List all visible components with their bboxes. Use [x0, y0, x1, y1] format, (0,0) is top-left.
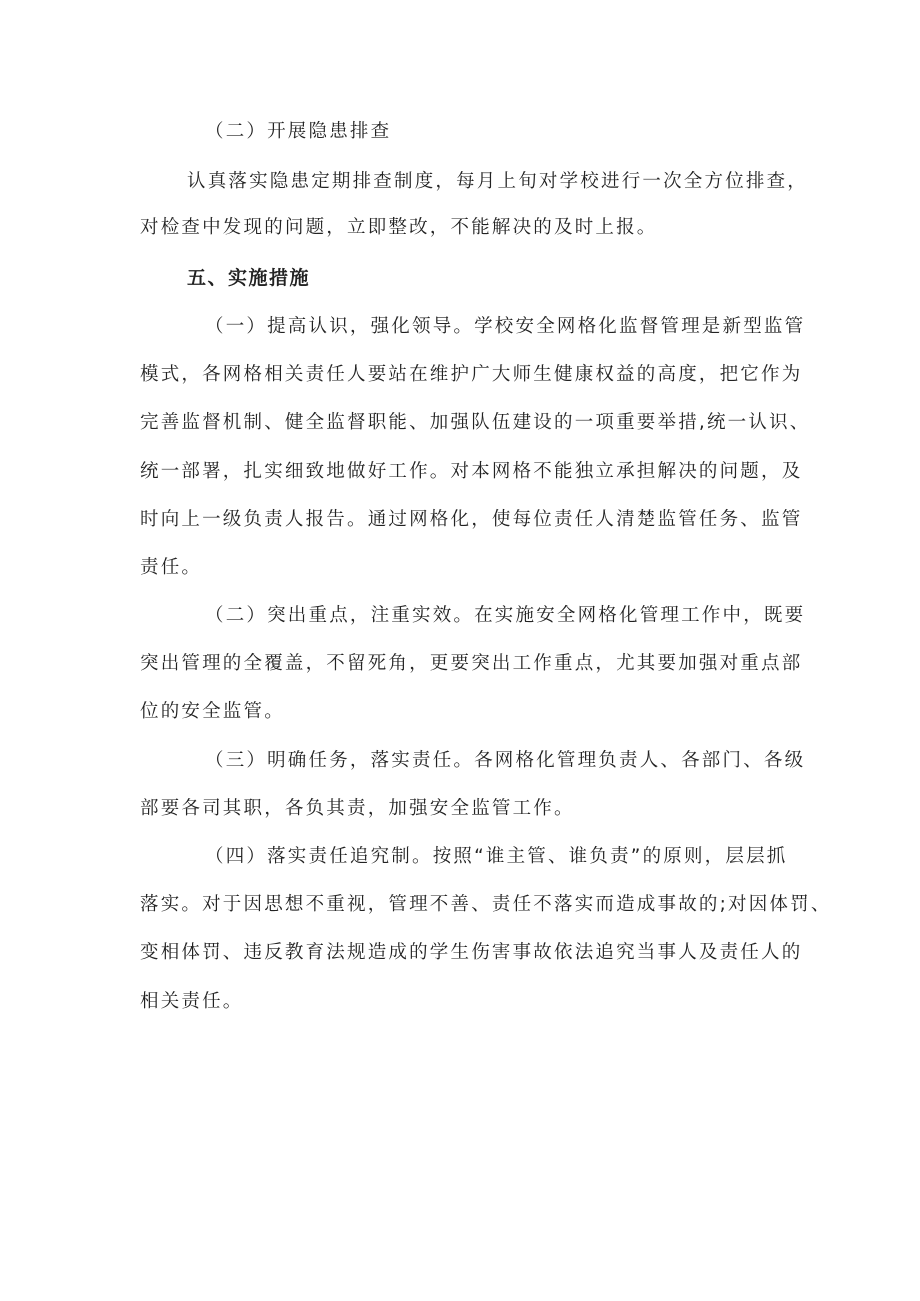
paragraph-line: 责任。: [140, 557, 203, 578]
paragraph-line: （四）落实责任追究制。按照“谁主管、谁负责”的原则，层层抓: [205, 846, 788, 867]
paragraph-line: 部要各司其职，各负其责，加强安全监管工作。: [140, 798, 575, 819]
paragraph-line: 变相体罚、违反教育法规造成的学生伤害事故依法追究当事人及责任人的: [140, 942, 803, 963]
paragraph-line: 认真落实隐患定期排查制度，每月上旬对学校进行一次全方位排查，: [187, 171, 809, 192]
paragraph-line: 落实。对于因思想不重视，管理不善、责任不落实而造成事故的;对因体罚、: [140, 894, 832, 915]
paragraph-line: （二）突出重点，注重实效。在实施安全网格化管理工作中，既要: [205, 605, 806, 626]
paragraph-line: （三）明确任务，落实责任。各网格化管理负责人、各部门、各级: [205, 750, 806, 771]
paragraph-line: 统一部署，扎实细致地做好工作。对本网格不能独立承担解决的问题，及: [140, 461, 803, 482]
paragraph-line: 时向上一级负责人报告。通过网格化，使每位责任人清楚监管任务、监管: [140, 509, 803, 530]
paragraph-line: 位的安全监管。: [140, 701, 285, 722]
paragraph-line: 相关责任。: [140, 991, 244, 1012]
paragraph-line: （一）提高认识，强化领导。学校安全网格化监督管理是新型监管: [205, 316, 806, 337]
paragraph-line: 突出管理的全覆盖，不留死角，更要突出工作重点，尤其要加强对重点部: [140, 653, 803, 674]
paragraph-line: 完善监督机制、健全监督职能、加强队伍建设的一项重要举措,统一认识、: [140, 412, 811, 433]
subsection-heading: （二）开展隐患排查: [205, 121, 392, 142]
paragraph-line: 对检查中发现的问题，立即整改，不能解决的及时上报。: [140, 217, 658, 238]
paragraph-line: 模式，各网格相关责任人要站在维护广大师生健康权益的高度，把它作为: [140, 364, 803, 385]
section-heading: 五、实施措施: [187, 267, 311, 289]
